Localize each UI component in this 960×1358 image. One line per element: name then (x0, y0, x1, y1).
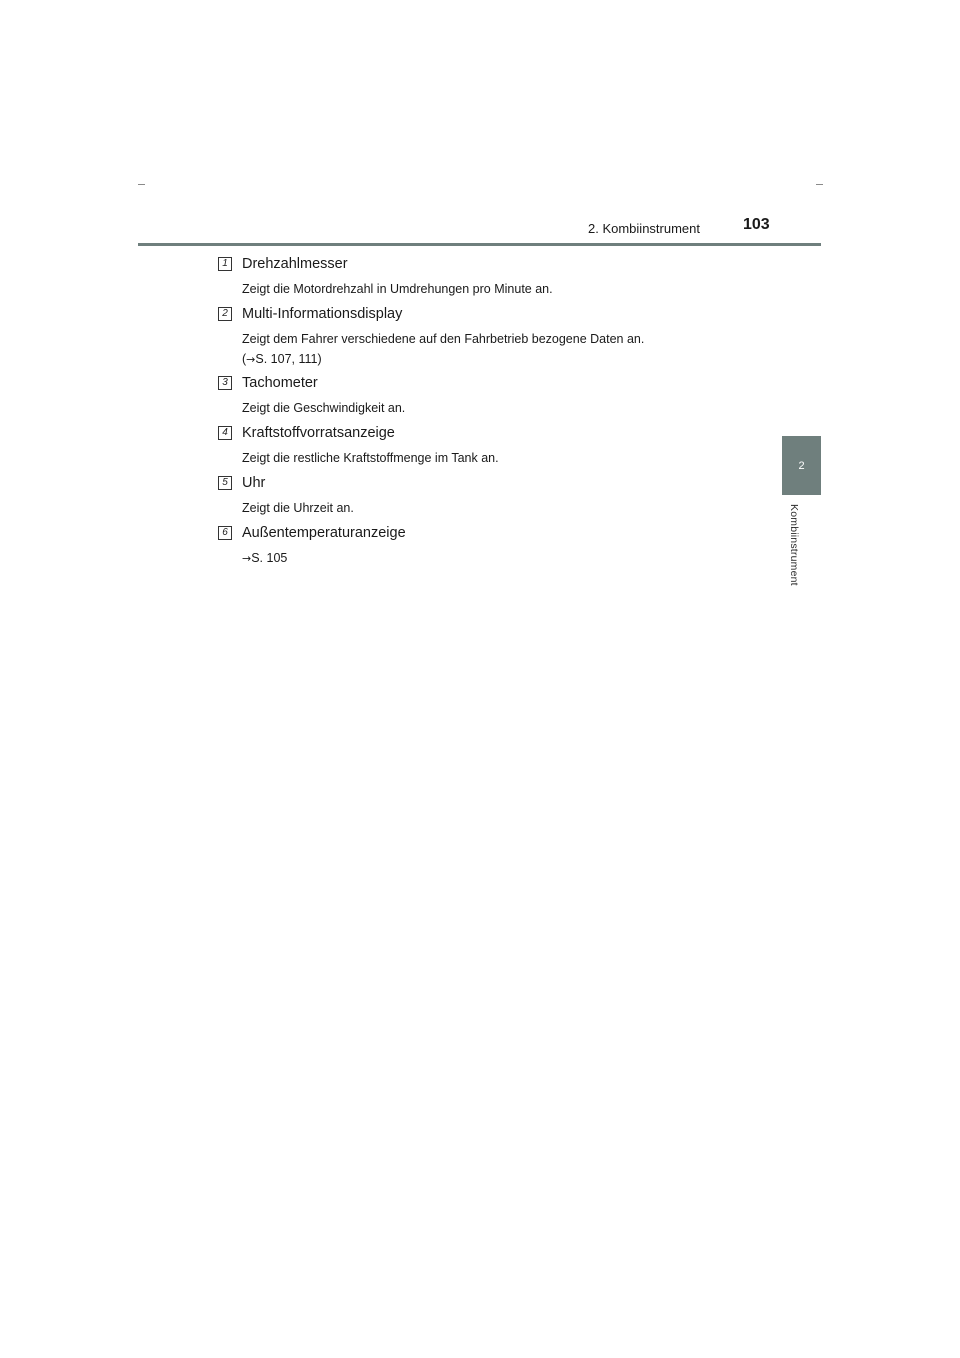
ref-open-paren: ( (242, 352, 247, 366)
list-item (218, 422, 758, 472)
list-item (218, 253, 758, 303)
page-reference-link[interactable] (242, 548, 758, 569)
item-description: Zeigt die restliche Kraftstoffmenge im Tank an. (242, 451, 499, 465)
list-item (218, 303, 758, 372)
item-title: Außentemperaturanzeige (242, 525, 406, 541)
arrow-right-icon: → (246, 353, 256, 366)
crop-mark-right (816, 184, 823, 185)
item-description: Zeigt die Uhrzeit an. (242, 501, 354, 515)
item-title: Tachometer (242, 375, 318, 391)
chapter-tab[interactable] (782, 436, 821, 495)
chapter-number: 2 (798, 459, 805, 472)
item-title: Uhr (242, 475, 266, 491)
item-description: Zeigt die Geschwindigkeit an. (242, 401, 406, 415)
item-title: Kraftstoffvorratsanzeige (242, 425, 395, 441)
section-title: 2. Kombiinstrument (588, 221, 700, 236)
item-number-badge: 2 (218, 307, 232, 321)
item-description-text: Zeigt dem Fahrer verschiedene auf den Fahrbetrieb bezogene Daten an. (242, 332, 645, 346)
header-divider (138, 243, 821, 246)
chapter-label: Kombiinstrument (788, 504, 800, 586)
item-description (242, 329, 758, 370)
arrow-right-icon: → (242, 552, 252, 565)
item-number-badge: 4 (218, 426, 232, 440)
page-reference-link[interactable] (242, 349, 758, 370)
item-number-badge: 5 (218, 476, 232, 490)
list-item (218, 522, 758, 569)
page-reference-text: S. 105 (251, 551, 288, 565)
instrument-item-list (218, 253, 758, 569)
crop-mark-left (138, 184, 145, 185)
item-number-badge: 1 (218, 257, 232, 271)
page-number: 103 (743, 216, 770, 233)
item-number-badge: 6 (218, 526, 232, 540)
item-title: Drehzahlmesser (242, 256, 348, 272)
item-title: Multi-Informationsdisplay (242, 306, 403, 322)
list-item (218, 372, 758, 422)
item-number-badge: 3 (218, 376, 232, 390)
item-description: Zeigt die Motordrehzahl in Umdrehungen pro Minute an. (242, 282, 553, 296)
page-reference-text: S. 107, 111) (255, 352, 322, 366)
list-item (218, 472, 758, 522)
